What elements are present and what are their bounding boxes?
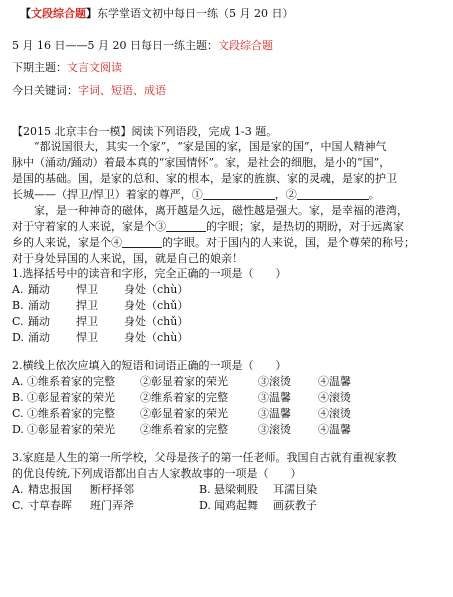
passage-p2-line: 家，是一种神奇的磁体，离开越是久远，磁性越是强大。家，是幸福的港湾， [34,204,408,217]
q1-option-c: 身处（chǔ） [124,315,189,328]
q3-option-a: 悬梁刺股 [214,483,258,496]
theme-line [12,38,445,53]
q2-option-b: ②彰显着家的荣光 [140,375,228,388]
passage-text: 长城——（捍卫/悍卫）着家的尊严，① [12,188,203,201]
passage-p1-line [12,187,445,202]
q1-option-a: 涌动 [28,299,50,312]
passage-text: 的字眼。对于国内的人来说，国，是个尊荣的称号； [162,236,415,249]
q2-stem: 2.横线上依次应填入的短语和词语正确的一项是（ ） [12,359,287,372]
title-tag: 文段综合题 [31,7,86,20]
q2-option-b: ②维系着家的完整 [140,423,228,436]
q2-option-d: ④滚烫 [318,391,351,404]
title-bracket-close: 】 [86,7,97,20]
passage-p1-line: 脉中（涌动/踊动）着最本真的“家国情怀”。家，是社会的细胞，是小的“国”， [12,156,391,169]
q3-option-a: 寸草春晖 [28,499,72,512]
q2-option-c: ③温馨 [258,391,291,404]
passage-p1-line: “都说国很大，其实一个家”，“家是国的家，国是家的国”，中国人精神气 [34,140,387,153]
passage-source: 【2015 北京丰台一模】阅读下列语段，完成 1-3 题。 [12,125,278,138]
passage-text: 乡的人来说，家是个④ [12,236,122,249]
q1-option-a: 踊动 [28,283,50,296]
next-theme-value: 文言文阅读 [67,61,122,74]
q3-option-label: D. [199,499,211,512]
q2-option-c: ③温馨 [258,407,291,420]
q1-option-label: C. [12,315,24,328]
q3-stem: 的优良传统,下列成语都出自古人家教故事的一项是（ ） [12,467,302,480]
q3-option-a: 闻鸡起舞 [214,499,258,512]
passage-text: ，② [274,188,297,201]
q2-option-label: D. [12,423,24,436]
q3-option-b: 班门弄斧 [90,499,134,512]
blank-4 [122,236,162,248]
theme-value: 文段综合题 [217,39,273,52]
q2-option-c: ③滚烫 [258,423,291,436]
q2-option-c: ③滚烫 [258,375,291,388]
q1-stem: 1.选择括号中的读音和字形，完全正确的一项是（ ） [12,267,287,280]
q2-option-label: A. [12,375,24,388]
q2-option-label: B. [12,391,24,404]
keywords-line [12,83,445,98]
q1-option-b: 捍卫 [76,299,98,312]
passage-text: 。 [368,188,380,201]
passage-p1-line: 是国的基础。国，是家的总和、家的根本，是家的旌旗、家的灵魂，是家的护卫 [12,172,397,185]
q1-option-c: 身处（chù） [124,331,189,344]
keywords-prefix: 今日关键词： [12,84,78,97]
q2-option-d: ④温馨 [318,375,351,388]
q1-option-b: 悍卫 [76,283,98,296]
q1-option-label: D. [12,331,24,344]
blank-1 [203,188,275,200]
page-title [20,6,445,21]
passage-p2-line [12,219,445,234]
q2-option-d: ④温馨 [318,423,351,436]
q2-option-d: ④滚烫 [318,407,351,420]
blank-3 [166,220,206,232]
q3-option-label: A. [12,483,24,496]
q3-option-a: 精忠报国 [28,483,72,496]
q2-option-b: ②维系着家的完整 [140,391,228,404]
keywords-value: 字词、短语、成语 [78,84,166,97]
q2-option-a: ①彰显着家的荣光 [27,391,115,404]
q2-option-label: C. [12,407,24,420]
q2-option-a: ①彰显着家的荣光 [27,423,115,436]
passage-p2-line: 对于身处异国的人来说，国，就是自己的娘亲！ [12,252,243,265]
q1-option-b: 捍卫 [76,315,98,328]
q1-option-b: 悍卫 [76,331,98,344]
next-theme-prefix: 下期主题： [12,61,67,74]
q1-option-a: 踊动 [28,315,50,328]
title-rest: 东学堂语文初中每日一练（5 月 20 日） [97,7,294,20]
blank-2 [297,188,369,200]
q3-stem: 3.家庭是人生的第一所学校，父母是孩子的第一任老师。我国自古就有重视家教 [12,451,397,464]
q3-option-b: 耳濡目染 [273,483,317,496]
q1-option-label: B. [12,299,24,312]
q3-option-b: 画荻教子 [273,499,317,512]
q1-option-c: 身处（chù） [124,283,189,296]
q2-option-a: ①维系着家的完整 [27,407,115,420]
q2-option-a: ①维系着家的完整 [27,375,115,388]
next-theme-line [12,60,445,75]
q1-option-a: 涌动 [28,331,50,344]
q3-option-label: C. [12,499,24,512]
passage-text: 的字眼；家，是热切的期盼，对于远离家 [206,220,404,233]
passage-p2-line [12,235,445,250]
q3-option-label: B. [199,483,211,496]
passage-text: 对于守着家的人来说，家是个③ [12,220,166,233]
q1-option-c: 身处（chǔ） [124,299,189,312]
title-bracket-open: 【 [20,7,31,20]
q3-option-b: 断杼择邻 [90,483,134,496]
q2-option-b: ②彰显着家的荣光 [140,407,228,420]
theme-prefix: 5 月 16 日——5 月 20 日每日一练主题： [12,39,218,52]
q1-option-label: A. [12,283,24,296]
